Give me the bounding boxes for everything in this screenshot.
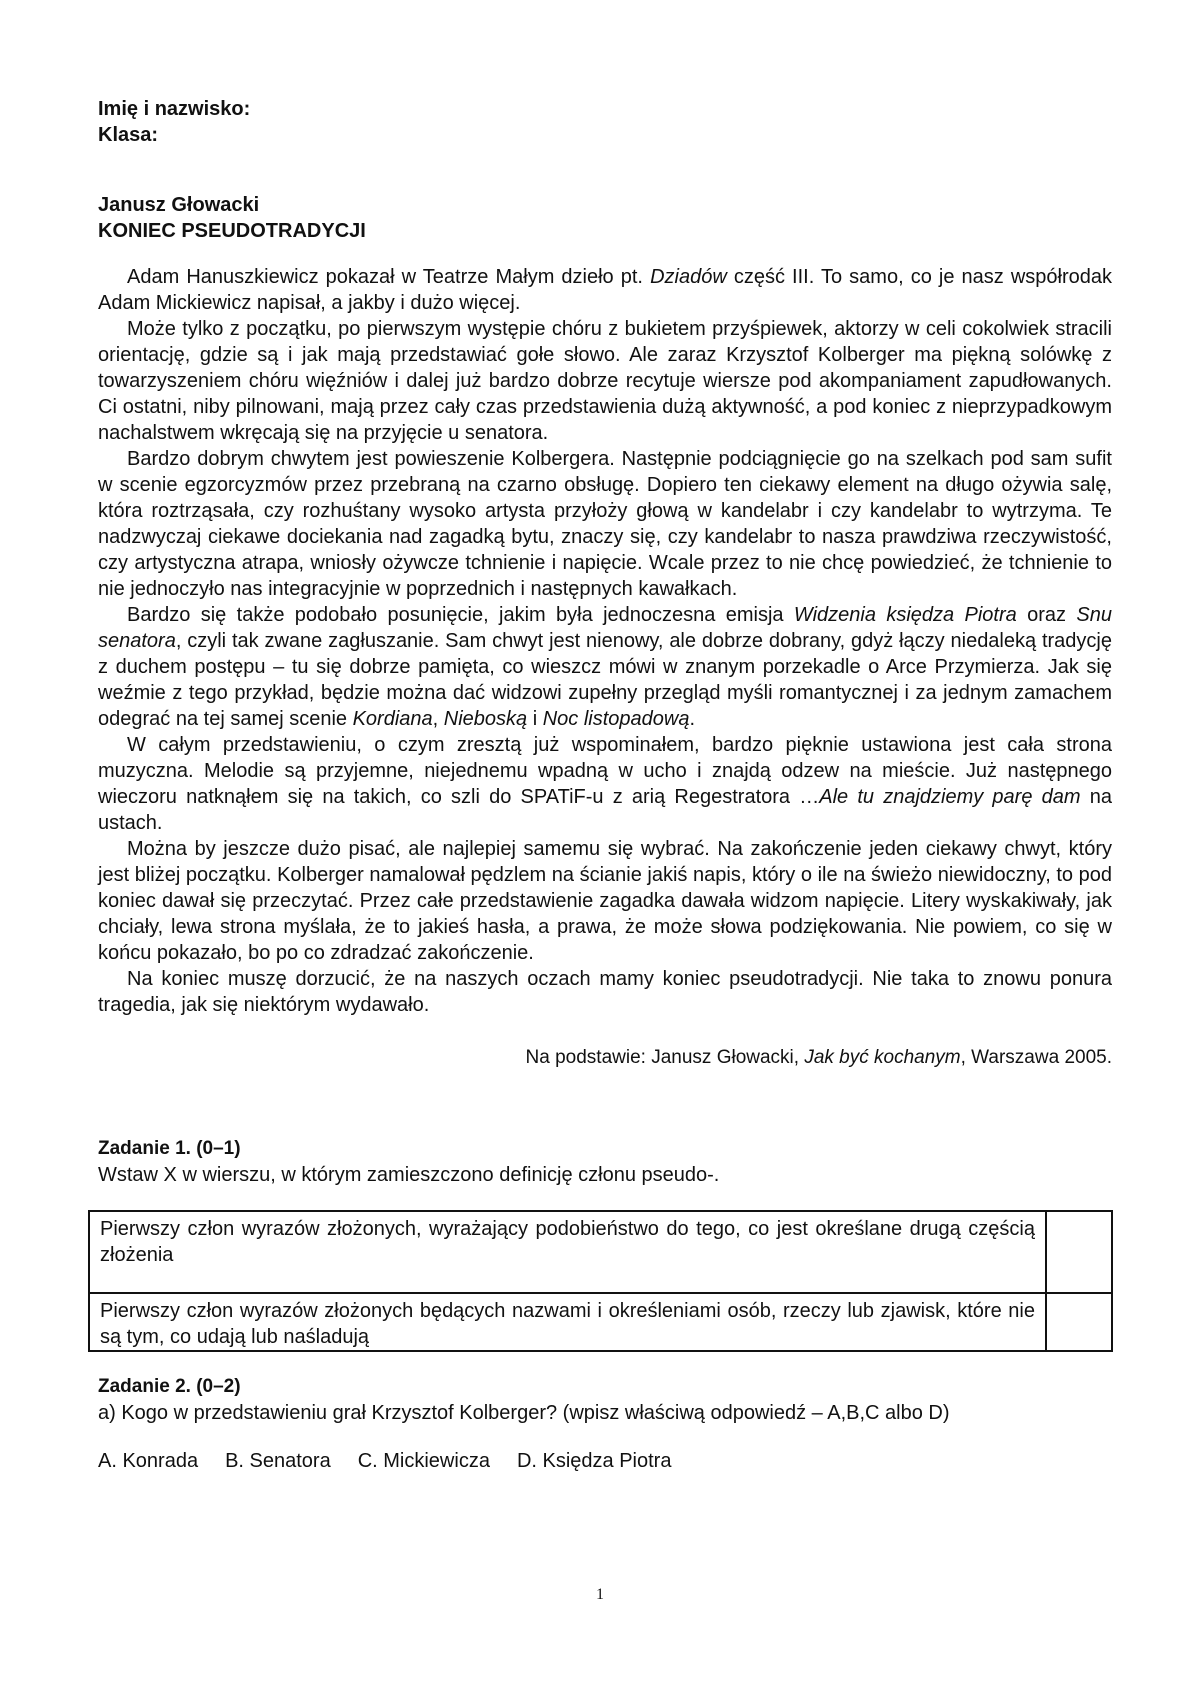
task-2: [98, 1374, 1112, 1474]
task-2-title: Zadanie 2. (0–2): [98, 1376, 241, 1397]
task-1-title: Zadanie 1. (0–1): [98, 1138, 241, 1159]
option-a: A. Konrada: [98, 1450, 199, 1472]
source-citation: Na podstawie: Janusz Głowacki, Jak być kochanym, Warszawa 2005.: [525, 1047, 1112, 1068]
worksheet-page: [98, 96, 1112, 1474]
answer-mark-cell[interactable]: [1046, 1211, 1112, 1293]
option-b: B. Senatora: [225, 1450, 331, 1472]
definition-cell: Pierwszy człon wyrazów złożonych, wyrażający podobieństwo do tego, co jest określane drugą częścią złożenia: [89, 1211, 1046, 1293]
task-1: [98, 1136, 1112, 1352]
task-2-question: a) Kogo w przedstawieniu grał Krzysztof Kolberger? (wpisz właściwą odpowiedź – A,B,C albo D): [98, 1402, 950, 1424]
definition-table: [88, 1210, 1113, 1352]
option-c: C. Mickiewicza: [357, 1450, 490, 1472]
paragraph-1: Adam Hanuszkiewicz pokazał w Teatrze Małym dzieło pt. Dziadów część III. To samo, co je nasz współrodak Adam Mickiewicz napisał, a jakby i dużo więcej.: [98, 266, 1112, 314]
paragraph-3: Bardzo dobrym chwytem jest powieszenie Kolbergera. Następnie podciągnięcie go na szelkach pod sam sufit w scenie egzorcyzmów przez przebraną na czarno obsługę. Dopiero ten ciekawy element na długo ożywia salę, która roztrząsała, czy rozhuśtany wysoko artysta przyłoży głową w kandelabr i czy kandelabr to wytrzyma. Te nadzwyczaj ciekawe dociekania nad zagadką bytu, znaczy się, czy kandelabr to nasza prawdziwa rzeczywistość, czy artystyczna atrapa, wniosły ożywcze tchnienie i napięcie. Wcale przez to nie chcę powiedzieć, że tchnienie to nie jednoczyło nas integracyjnie w poprzednich i następnych kawałkach.: [98, 448, 1112, 600]
table-row: [89, 1293, 1112, 1351]
answer-mark-cell[interactable]: [1046, 1293, 1112, 1351]
definition-cell: Pierwszy człon wyrazów złożonych będących nazwami i określeniami osób, rzeczy lub zjawisk, które nie są tym, co udają lub naśladują: [89, 1293, 1046, 1351]
article-title: KONIEC PSEUDOTRADYCJI: [98, 220, 366, 242]
paragraph-2: Może tylko z początku, po pierwszym występie chóru z bukietem przyśpiewek, aktorzy w celi cokolwiek stracili orientację, gdzie są i jak mają przedstawiać gołe słowo. Ale zaraz Krzysztof Kolberger ma piękną solówkę z towarzyszeniem chóru więźniów i dalej już bardzo dobrze recytuje wiersze pod akompaniament zapudłowanych. Ci ostatni, niby pilnowani, mają przez cały czas przedstawienia dużą aktywność, a pod koniec z nieprzypadkowym nachalstwem wkręcają się na przyjęcie u senatora.: [98, 318, 1112, 444]
paragraph-6: Można by jeszcze dużo pisać, ale najlepiej samemu się wybrać. Na zakończenie jeden ciekawy chwyt, który jest bliżej początku. Kolberger namalował pędzlem na ścianie jakiś napis, który o ile na świeżo niewidoczny, to pod koniec dawał się przeczytać. Przez całe przedstawienie zagadka dawała widzom napięcie. Litery wyskakiwały, jak chciały, lewa strona myślała, że to jakieś hasła, a prawa, że może słowa podziękowania. Nie powiem, co się w końcu pokazało, bo po co zdradzać zakończenie.: [98, 838, 1112, 964]
article-body: [98, 264, 1112, 1018]
task-1-instruction: Wstaw X w wierszu, w którym zamieszczono definicję członu pseudo-.: [98, 1164, 720, 1186]
paragraph-5: W całym przedstawieniu, o czym zresztą już wspominałem, bardzo pięknie ustawiona jest cała strona muzyczna. Melodie są przyjemne, niejednemu wpadną w ucho i znajdą odzew na mieście. Już następnego wieczoru natknąłem się na takich, co szli do SPATiF-u z arią Regestratora …Ale tu znajdziemy parę dam na ustach.: [98, 734, 1112, 834]
table-row: [89, 1211, 1112, 1293]
paragraph-4: Bardzo się także podobało posunięcie, jakim była jednoczesna emisja Widzenia księdza Piotra oraz Snu senatora, czyli tak zwane zagłuszanie. Sam chwyt jest nienowy, ale dobrze dobrany, gdyż łączy niedaleką tradycję z duchem postępu – tu się dobrze pamięta, co wieszcz mówi w znanym porzekadle o Arce Przymierza. Jak się weźmie z tego przykład, będzie można dać widzowi zupełny przegląd myśli romantycznej i za jednym zamachem odegrać na tej samej scenie Kordiana, Nieboską i Noc listopadową.: [98, 604, 1112, 730]
option-d: D. Księdza Piotra: [516, 1450, 672, 1472]
paragraph-7: Na koniec muszę dorzucić, że na naszych oczach mamy koniec pseudotradycji. Nie taka to znowu ponura tragedia, jak się niektórym wydawało.: [98, 968, 1112, 1016]
article-author: Janusz Głowacki: [98, 194, 260, 216]
answer-options: [98, 1448, 1112, 1474]
class-label: Klasa:: [98, 124, 159, 146]
name-label: Imię i nazwisko:: [98, 98, 251, 120]
page-number: 1: [596, 1586, 604, 1603]
